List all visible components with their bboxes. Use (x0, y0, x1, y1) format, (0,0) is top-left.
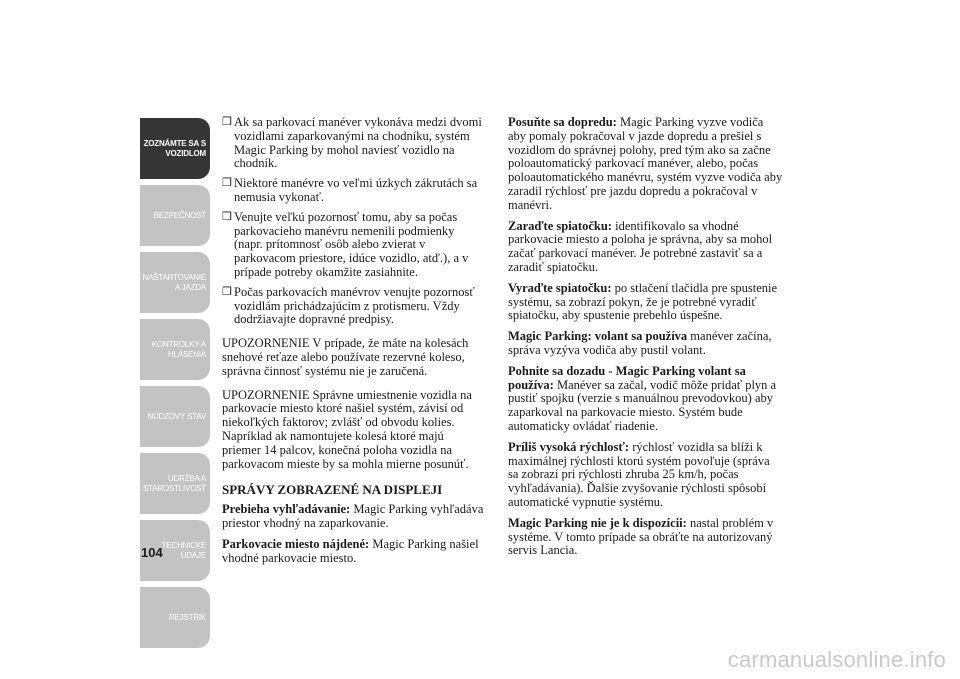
warning-label: UPOZORNENIE (222, 387, 310, 402)
warning-text: Správne umiestnenie vozidla na parkovacie miesto ktoré našiel systém, závisí od niekoľkých faktorov; zvlášť od obvodu kolies. Napríklad ak namontujete kolesá ktoré majú priemer 14 palcov, konečná poloha vozidla na parkovacom mieste by sa mohla mierne posunúť. (222, 387, 472, 471)
display-message (222, 538, 484, 566)
warning-paragraph (222, 389, 484, 472)
tab-nastartovanie-a-jazda[interactable]: NAŠTARTOVANIE A JAZDA (140, 252, 210, 313)
bullet-text: Počas parkovacích manévrov venujte pozornosť vozidlám prichádzajúcim z protismeru. Vždy dodržiavajte dopravné predpisy. (234, 284, 475, 327)
tab-bezpecnost[interactable]: BEZPEČNOSŤ (140, 185, 210, 246)
message-term: Magic Parking: volant sa používa (508, 329, 688, 344)
message-term: Vyraďte spiatočku: (508, 280, 612, 295)
display-message (222, 503, 484, 531)
section-heading: SPRÁVY ZOBRAZENÉ NA DISPLEJI (222, 482, 443, 498)
bullet-text: Venujte veľkú pozornosť tomu, aby sa počas parkovacieho manévru nemenili podmienky (napr. prítomnosť osôb alebo zvierat v parkovacom priestore, idúce vozidlo, atď.), a v prípade potreby okamžite zasiahnite. (234, 209, 469, 279)
tab-technicke-udaje[interactable]: TECHNICKÉ ÚDAJE (140, 520, 210, 581)
warning-paragraph (222, 337, 484, 378)
message-term: Magic Parking nie je k dispozícii: (508, 515, 687, 530)
message-term: Parkovacie miesto nájdené: (222, 536, 370, 551)
tab-rejstrik[interactable]: REJSTŘÍK (140, 587, 210, 648)
message-text: po stlačení tlačidla pre spustenie systému, sa zobrazí pokyn, že je potrebné vyradiť spiatočku, aby spustenie prebehlo úspešne. (508, 280, 778, 323)
display-message (508, 116, 783, 213)
display-message (508, 441, 783, 510)
message-text: Magic Parking vyzve vodiča aby pomaly pokračoval v jazde dopredu a prešiel s vozidlom do správnej polohy, pred tým ako sa začne poloautomatický parkovací manéver, alebo, počas poloautomatického manévru, systém vyzve vodiča aby zaradil rýchlosť pre jazdu dopredu a pokračoval v manévri. (508, 115, 783, 212)
warning-text: V prípade, že máte na kolesách snehové reťaze alebo používate rezervné koleso, správna činnosť systému nie je zaručená. (222, 336, 469, 378)
display-message (508, 330, 783, 358)
checkbox-bullet-icon: ❒ (222, 177, 232, 190)
message-text: manéver začína, správa vyzýva vodiča aby pustil volant. (508, 329, 772, 357)
chapter-tabs (140, 118, 210, 654)
bullet-item (222, 286, 484, 327)
message-text: identifikovalo sa vhodné parkovacie miesto a poloha je správna, aby sa mohol začať parkovací manéver. Je potrebné zastaviť sa a zaradiť spiatočku. (508, 218, 773, 274)
tab-kontrolky-a-hlasenia[interactable]: KONTROLKY A HLÁSENIA (140, 319, 210, 380)
bullet-text: Ak sa parkovací manéver vykonáva medzi dvomi vozidlami zaparkovanými na chodníku, systém Magic Parking by mohol naviesť vozidlo na chodník. (234, 115, 482, 171)
message-text: rýchlosť vozidla sa blíži k maximálnej rýchlosti ktorú systém povoľuje (správa sa zobrazí pri rýchlosti zhruba 25 km/h, počas vyhľadávania). Ďalšie zvyšovanie rýchlosti spôsobí automatické vypnutie systému. (508, 439, 770, 509)
display-message (508, 517, 783, 558)
bullet-item (222, 177, 484, 205)
message-text: Manéver sa začal, vodič môže pridať plyn a pustiť spojku (verzie s manuálnou prevodovkou) aby zaparkoval na parkovacie miesto. Systém bude automaticky ovládať riadenie. (508, 377, 777, 433)
tab-zoznamte-sa-s-vozidlom[interactable]: ZOZNÁMTE SA S VOZIDLOM (140, 118, 210, 179)
message-term: Príliš vysoká rýchlosť: (508, 439, 630, 454)
message-text: Magic Parking vyhľadáva priestor vhodný na zaparkovanie. (222, 502, 484, 530)
checkbox-bullet-icon: ❒ (222, 116, 232, 128)
message-term: Pohnite sa dozadu - Magic Parking volant sa používa: (508, 363, 746, 392)
bullet-text: Niektoré manévre vo veľmi úzkych zákrutách sa nemusia vykonať. (234, 176, 478, 204)
message-term: Posuňte sa dopredu: (508, 115, 617, 129)
tab-udrzba-a-starostlivost[interactable]: ÚDRŽBA A STAROSTLIVOSŤ (140, 453, 210, 514)
right-column (508, 116, 783, 565)
display-message (508, 365, 783, 434)
warning-label: UPOZORNENIE (222, 336, 310, 351)
checkbox-bullet-icon: ❒ (222, 210, 232, 223)
bullet-item (222, 211, 484, 280)
message-text: nastal problém v systéme. V tomto prípade sa obráťte na autorizovaný servis Lancia. (508, 515, 774, 558)
tab-nudzovy-stav[interactable]: NÚDZOVÝ STAV (140, 386, 210, 447)
left-column (222, 116, 484, 572)
bullet-item (222, 116, 484, 171)
watermark-link[interactable]: carmanualsonline.info (727, 647, 946, 672)
checkbox-bullet-icon: ❒ (222, 285, 232, 298)
display-message (508, 220, 783, 275)
page-number: 104 (141, 545, 163, 560)
message-term: Zaraďte spiatočku: (508, 218, 612, 233)
display-message (508, 282, 783, 323)
message-text: Magic Parking našiel vhodné parkovacie miesto. (222, 536, 479, 565)
message-term: Prebieha vyhľadávanie: (222, 502, 351, 517)
